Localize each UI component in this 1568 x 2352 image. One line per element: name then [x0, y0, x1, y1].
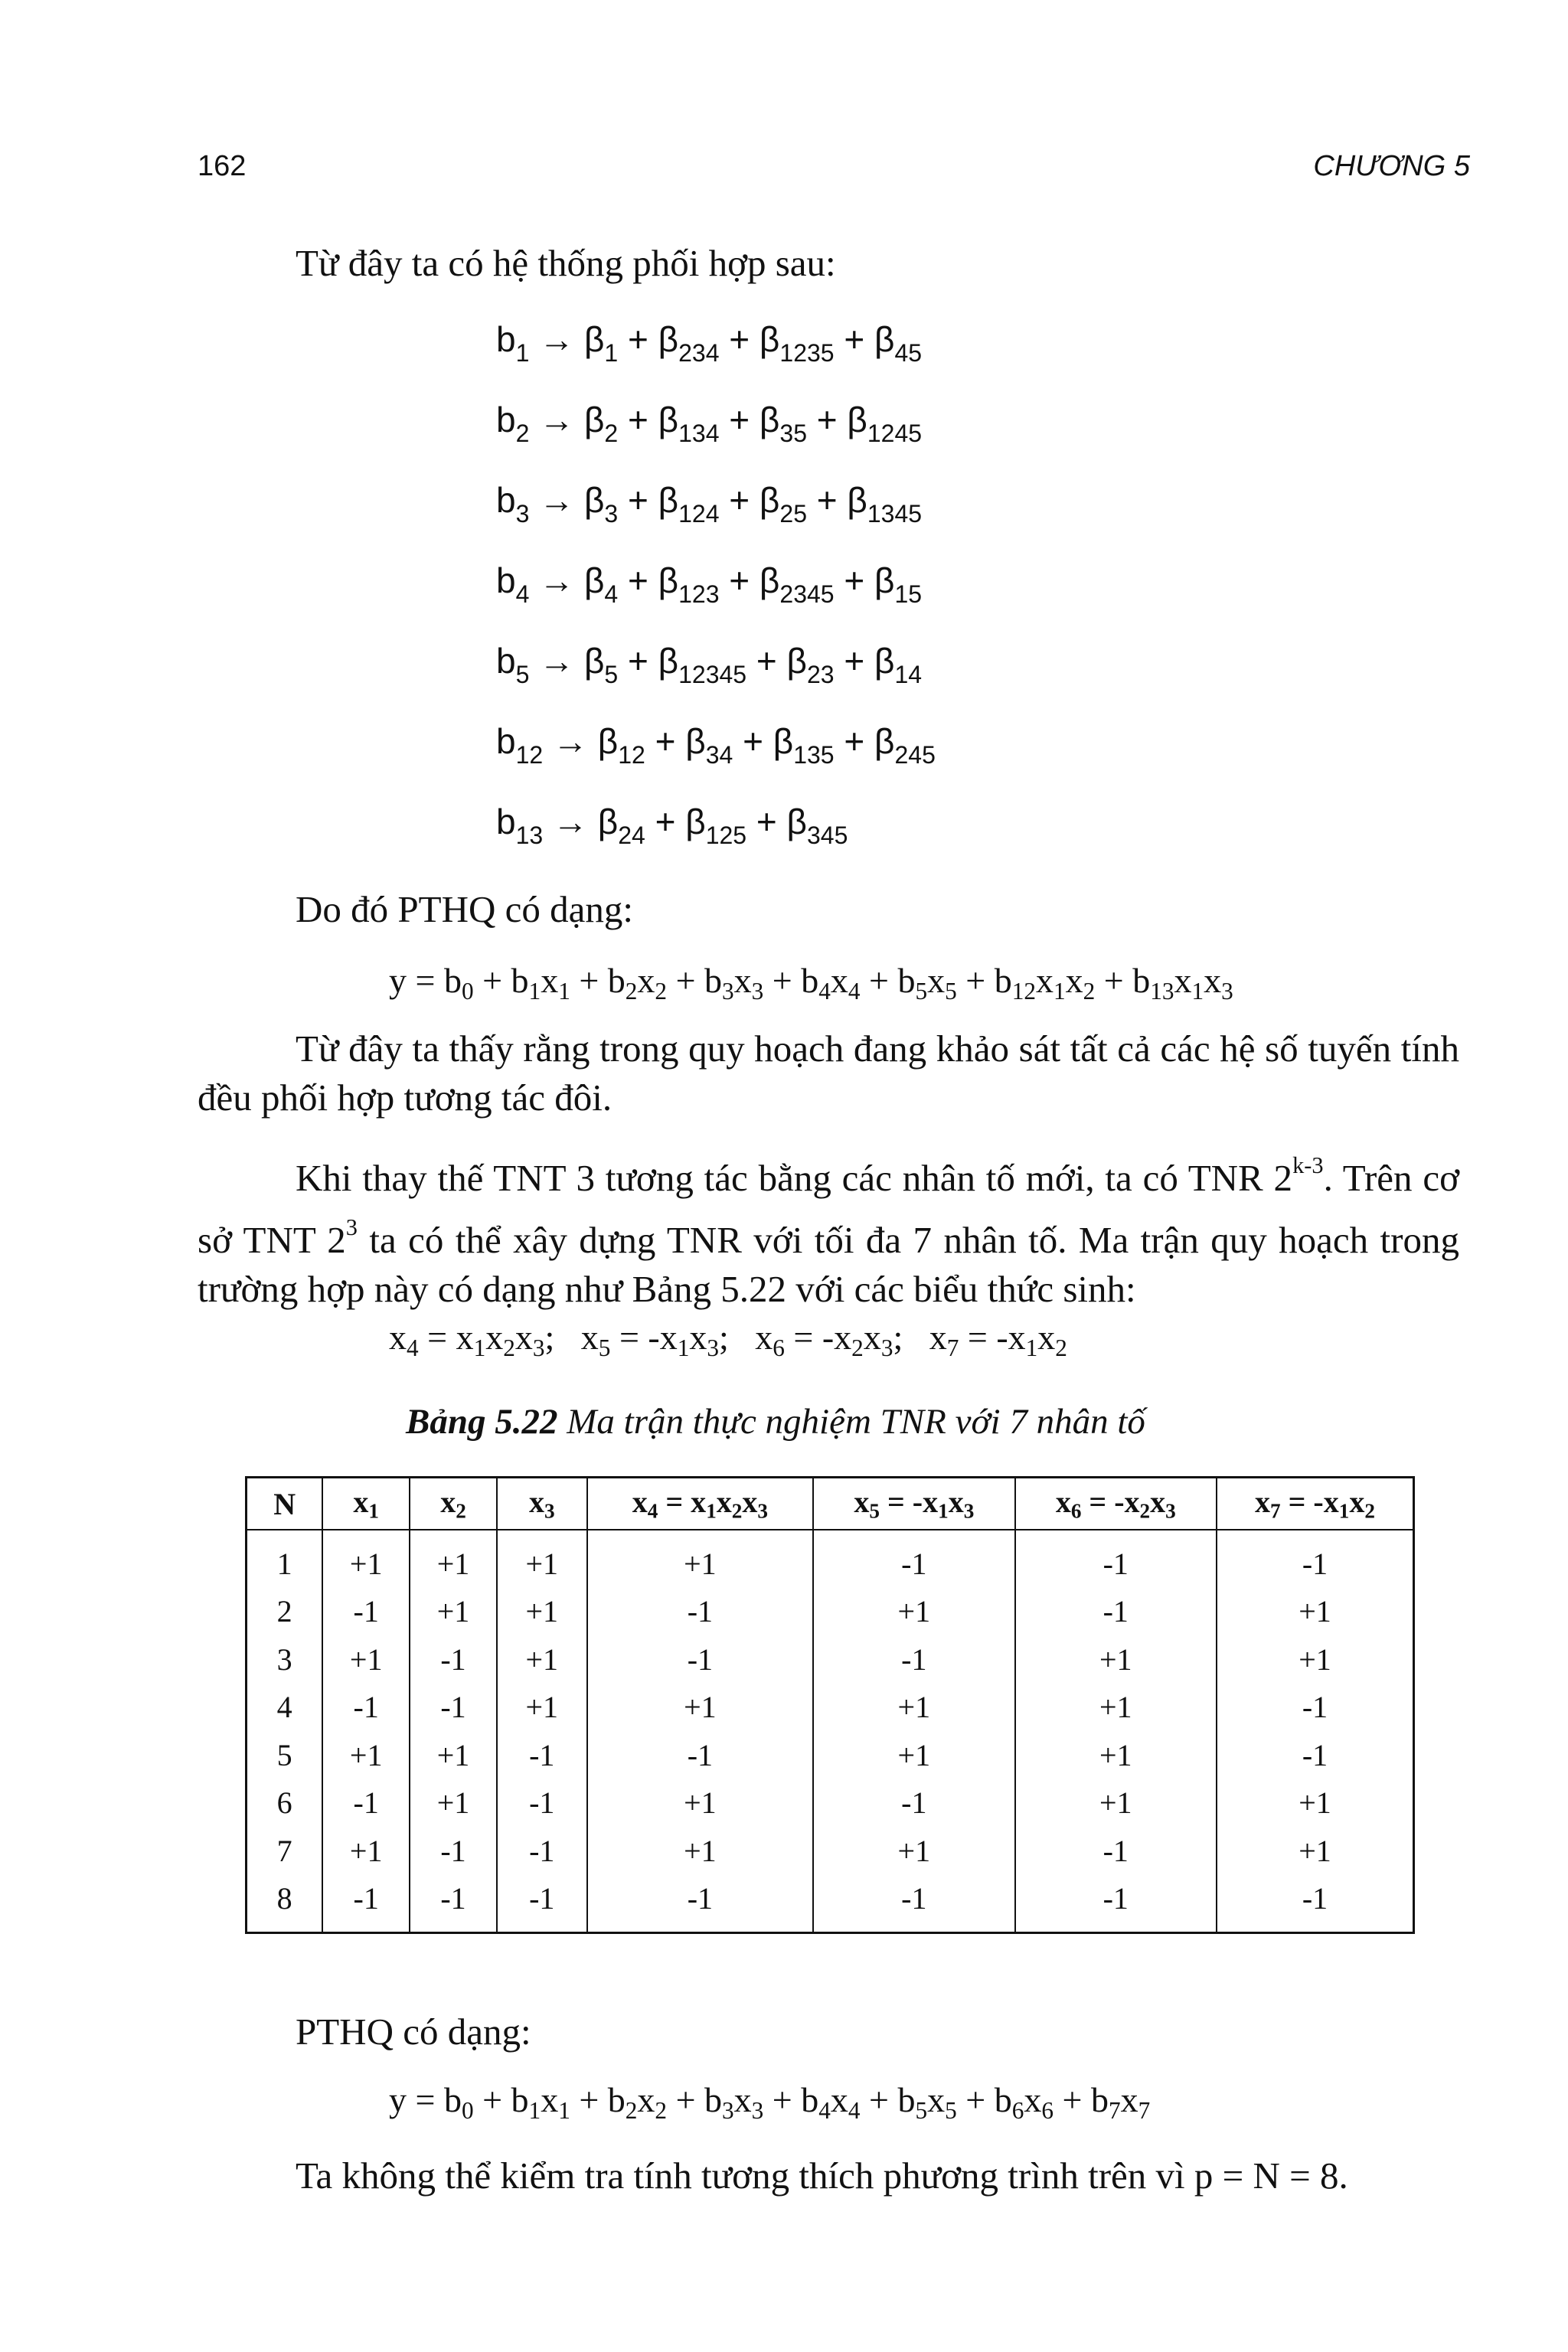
alias-line: $b_3 \to \beta_3 + \beta_{124} + \beta_{25} + \beta_{1345}$ [496, 480, 923, 528]
alias-line: $b_2 \to \beta_2 + \beta_{134} + \beta_{35} + \beta_{1245}$ [496, 400, 923, 447]
table-row [247, 1635, 1414, 1684]
table-cell: +1 [322, 1530, 410, 1588]
alias-line: $b_4 \to \beta_4 + \beta_{123} + \beta_{2345} + \beta_{15}$ [496, 560, 923, 608]
col-header-x5: $x_5 = -x_1x_3$ [813, 1478, 1014, 1530]
table-cell: +1 [1015, 1779, 1217, 1828]
col-header-x2: $x_2$ [410, 1478, 497, 1530]
table-cell: 6 [247, 1779, 323, 1828]
table-cell: -1 [587, 1875, 813, 1933]
final-paragraph: Ta không thể kiểm tra tính tương thích phương trình trên vì p = N = 8. [296, 2154, 1348, 2197]
table-cell: 3 [247, 1635, 323, 1684]
alias-line: $b_{13} \to \beta_{24} + \beta_{125} + \beta_{345}$ [496, 802, 848, 849]
table-cell: +1 [587, 1779, 813, 1828]
table-cell: +1 [1217, 1635, 1414, 1684]
table-cell: -1 [410, 1875, 497, 1933]
table-cell: -1 [813, 1530, 1014, 1588]
table-cell: +1 [410, 1779, 497, 1828]
table-row [247, 1779, 1414, 1828]
table-cell: -1 [1015, 1530, 1217, 1588]
table-cell: +1 [497, 1635, 587, 1684]
table-cell: -1 [410, 1635, 497, 1684]
table-cell: +1 [813, 1684, 1014, 1732]
table-row [247, 1731, 1414, 1779]
col-header-x3: $x_3$ [497, 1478, 587, 1530]
table-cell: +1 [1217, 1779, 1414, 1828]
table-cell: -1 [1217, 1530, 1414, 1588]
table-cell: -1 [497, 1731, 587, 1779]
regression-equation-1: $y = b_0 + b_1x_1 + b_2x_2 + b_3x_3 + b_4x_4 + b_5x_5 + b_{12}x_1x_2 + b_{13}x_1x_3$ [389, 961, 1233, 1004]
table-cell: +1 [322, 1635, 410, 1684]
table-cell: +1 [813, 1731, 1014, 1779]
table-cell: +1 [1217, 1588, 1414, 1636]
alias-line: $b_5 \to \beta_5 + \beta_{12345} + \beta_{23} + \beta_{14}$ [496, 641, 923, 688]
table-cell: +1 [497, 1588, 587, 1636]
table-cell: +1 [1015, 1731, 1217, 1779]
table-cell: -1 [813, 1875, 1014, 1933]
table-cell: +1 [587, 1530, 813, 1588]
table-cell: -1 [1217, 1731, 1414, 1779]
table-row [247, 1530, 1414, 1588]
table-cell: -1 [813, 1779, 1014, 1828]
table-cell: -1 [587, 1635, 813, 1684]
col-header-n: N [247, 1478, 323, 1530]
table-cell: +1 [322, 1827, 410, 1875]
table-cell: +1 [1015, 1635, 1217, 1684]
table-cell: -1 [1015, 1827, 1217, 1875]
table-cell: +1 [410, 1588, 497, 1636]
table-cell: -1 [587, 1588, 813, 1636]
pthq-intro-1: Do đó PTHQ có dạng: [296, 888, 633, 930]
table-cell: 2 [247, 1588, 323, 1636]
tnr-paragraph: Khi thay thế TNT 3 tương tác bằng các nhân tố mới, ta có TNR 2$^{k-3}$. Trên cơ sở TNT $2^3$ ta có thể xây dựng TNR với tối đa 7 nhân tố. Ma trận quy hoạch trong trường hợp này có dạng như Bảng 5.22 với các biểu thức sinh: [198, 1152, 1459, 1310]
table-cell: +1 [813, 1827, 1014, 1875]
table-cell: -1 [322, 1588, 410, 1636]
table-cell: +1 [1217, 1827, 1414, 1875]
table-cell: -1 [410, 1684, 497, 1732]
table-row [247, 1875, 1414, 1933]
col-header-x1: $x_1$ [322, 1478, 410, 1530]
table-cell: 7 [247, 1827, 323, 1875]
table-cell: -1 [587, 1731, 813, 1779]
intro-paragraph: Từ đây ta có hệ thống phối hợp sau: [296, 242, 836, 284]
table-cell: -1 [813, 1635, 1014, 1684]
table-cell: -1 [497, 1779, 587, 1828]
table-caption: Bảng 5.22 Ma trận thực nghiệm TNR với 7 nhân tố [406, 1402, 1145, 1442]
table-cell: -1 [322, 1779, 410, 1828]
col-header-x4: $x_4 = x_1x_2x_3$ [587, 1478, 813, 1530]
experiment-matrix-table [245, 1476, 1415, 1934]
table-cell: +1 [410, 1530, 497, 1588]
col-header-x7: $x_7 = -x_1x_2$ [1217, 1478, 1414, 1530]
table-row [247, 1827, 1414, 1875]
table-cell: -1 [1217, 1875, 1414, 1933]
regression-equation-2: $y = b_0 + b_1x_1 + b_2x_2 + b_3x_3 + b_4x_4 + b_5x_5 + b_6x_6 + b_7x_7$ [389, 2080, 1151, 2124]
table-cell: +1 [587, 1684, 813, 1732]
pthq-intro-2: PTHQ có dạng: [296, 2011, 531, 2053]
table-cell: -1 [497, 1827, 587, 1875]
page-number: 162 [198, 150, 247, 182]
table-cell: -1 [410, 1827, 497, 1875]
table-cell: -1 [322, 1875, 410, 1933]
col-header-x6: $x_6 = -x_2x_3$ [1015, 1478, 1217, 1530]
alias-line: $b_{12} \to \beta_{12} + \beta_{34} + \beta_{135} + \beta_{245}$ [496, 721, 936, 769]
table-cell: -1 [497, 1875, 587, 1933]
table-row [247, 1684, 1414, 1732]
table-cell: 1 [247, 1530, 323, 1588]
alias-line: $b_1 \to \beta_1 + \beta_{234} + \beta_{1235} + \beta_{45}$ [496, 319, 923, 367]
table-cell: +1 [497, 1684, 587, 1732]
table-cell: -1 [1015, 1875, 1217, 1933]
table-cell: -1 [1015, 1588, 1217, 1636]
table-cell: +1 [322, 1731, 410, 1779]
table-cell: +1 [497, 1530, 587, 1588]
table-cell: -1 [1217, 1684, 1414, 1732]
table-cell: +1 [1015, 1684, 1217, 1732]
table-cell: 5 [247, 1731, 323, 1779]
table-cell: +1 [410, 1731, 497, 1779]
table-header-row [247, 1478, 1414, 1530]
note-paragraph: Từ đây ta thấy rằng trong quy hoạch đang khảo sát tất cả các hệ số tuyến tính đều phối hợp tương tác đôi. [198, 1027, 1459, 1119]
table-cell: -1 [322, 1684, 410, 1732]
table-cell: +1 [813, 1588, 1014, 1636]
table-cell: +1 [587, 1827, 813, 1875]
table-cell: 8 [247, 1875, 323, 1933]
generator-expressions: $x_4 = x_1x_2x_3$; $x_5 = -x_1x_3$; $x_6 = -x_2x_3$; $x_7 = -x_1x_2$ [389, 1318, 1067, 1361]
chapter-title: CHƯƠNG 5 [1313, 150, 1470, 182]
table-row [247, 1588, 1414, 1636]
table-cell: 4 [247, 1684, 323, 1732]
